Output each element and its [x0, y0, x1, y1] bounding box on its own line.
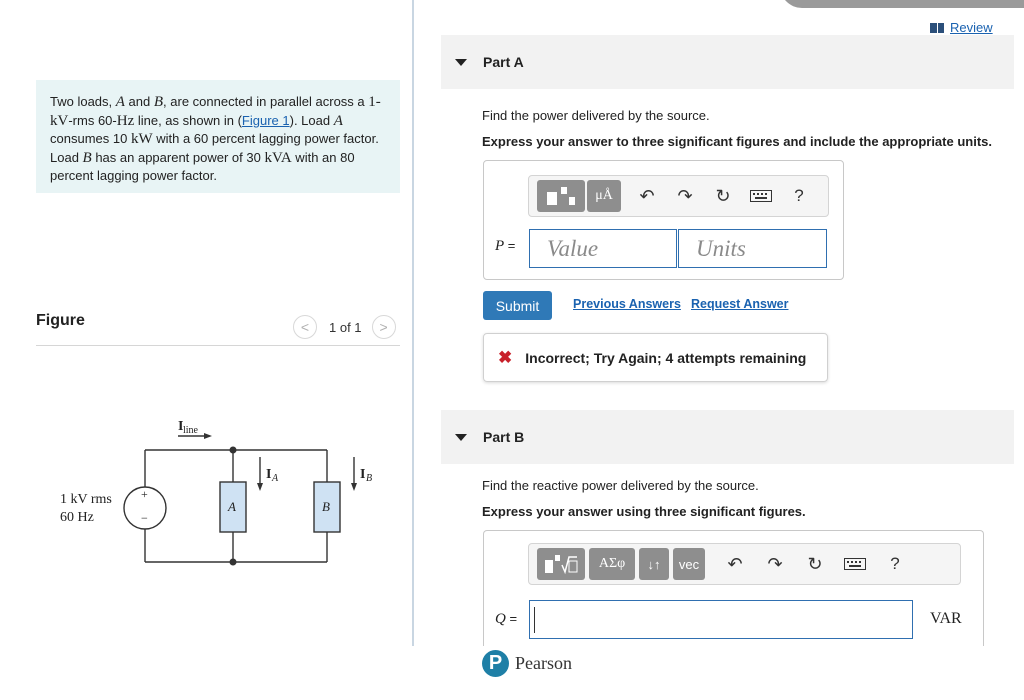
iline-label: I	[178, 419, 184, 434]
pane-divider	[412, 0, 414, 646]
iline-subscript: line	[183, 425, 198, 436]
prev-figure-button[interactable]: <	[293, 315, 317, 339]
help-button[interactable]: ?	[794, 186, 804, 205]
problem-statement: Two loads, A and B, are connected in parallel across a 1-kV-rms 60-Hz line, as shown in (Figure 1). Load A consumes 10 kW with a 60 percent lagging power factor. Load B has an apparent power of 30 kVA with an 80 percent lagging power factor.	[36, 80, 400, 193]
collapse-triangle-icon	[455, 59, 467, 66]
request-answer-link[interactable]: Request Answer	[691, 297, 789, 311]
p-variable-label: P =	[495, 238, 516, 254]
review-link[interactable]: Review	[930, 20, 993, 35]
review-icon	[930, 23, 944, 33]
circuit-diagram	[50, 410, 390, 580]
next-figure-button[interactable]: >	[372, 315, 396, 339]
part-a-question: Find the power delivered by the source.	[482, 108, 710, 123]
source-frequency-label: 60 Hz	[60, 510, 94, 525]
undo-icon[interactable]: ↶	[727, 553, 743, 574]
part-b-instruction: Express your answer using three significant figures.	[482, 504, 806, 519]
ib-label: I	[360, 467, 366, 482]
part-a-instruction: Express your answer to three significant figures and include the appropriate units.	[482, 134, 992, 149]
feedback-message: ✖ Incorrect; Try Again; 4 attempts remaining	[483, 333, 828, 382]
redo-icon[interactable]: ↷	[677, 185, 693, 206]
keyboard-icon[interactable]	[745, 180, 777, 212]
templates-icon[interactable]	[537, 180, 585, 212]
figure-link[interactable]: Figure 1	[241, 112, 290, 128]
keyboard-icon[interactable]	[839, 548, 871, 580]
reset-icon[interactable]: ↻	[807, 553, 823, 574]
help-button[interactable]: ?	[890, 554, 900, 573]
previous-answers-link[interactable]: Previous Answers	[573, 297, 681, 311]
templates-icon[interactable]	[537, 548, 585, 580]
incorrect-icon: ✖	[498, 347, 513, 367]
load-a-label: A	[228, 499, 236, 514]
pearson-logo: P Pearson	[482, 650, 572, 677]
part-b-header[interactable]: Part B	[441, 410, 1014, 464]
part-b-question: Find the reactive power delivered by the source.	[482, 478, 759, 493]
left-pane	[0, 0, 412, 700]
part-b-toolbar	[528, 543, 961, 585]
figure-pager	[293, 315, 396, 339]
units-symbol-button[interactable]: μÅ	[587, 180, 621, 212]
pearson-logo-icon: P	[482, 650, 509, 677]
undo-icon[interactable]: ↶	[639, 185, 655, 206]
ia-subscript: A	[272, 473, 279, 484]
figure-count: 1 of 1	[329, 319, 362, 335]
unit-label: VAR	[930, 610, 962, 627]
ib-subscript: B	[366, 473, 373, 484]
vector-button[interactable]: vec	[673, 548, 705, 580]
redo-icon[interactable]: ↷	[767, 553, 783, 574]
reset-icon[interactable]: ↻	[715, 185, 731, 206]
units-input[interactable]: Units	[678, 229, 827, 268]
top-bar	[780, 0, 1024, 8]
ia-label: I	[266, 467, 272, 482]
source-voltage-label: 1 kV rms	[60, 492, 112, 507]
part-a-header[interactable]: Part A	[441, 35, 1014, 89]
load-b-label: B	[322, 499, 330, 514]
subscript-superscript-button[interactable]: ↓↑	[639, 548, 669, 580]
figure-title: Figure	[36, 312, 85, 329]
text-cursor	[534, 607, 535, 633]
part-a-answer-box	[483, 160, 844, 280]
submit-button[interactable]: Submit	[483, 291, 552, 320]
q-variable-label: Q =	[495, 611, 518, 627]
value-input[interactable]: Value	[529, 229, 677, 268]
part-b-answer-box	[483, 530, 984, 646]
minus-sign: −	[141, 511, 148, 525]
plus-sign: +	[141, 487, 148, 501]
figure-divider	[36, 345, 400, 346]
greek-symbols-button[interactable]: ΑΣφ	[589, 548, 635, 580]
reactive-power-input[interactable]	[529, 600, 913, 639]
part-a-toolbar	[528, 175, 829, 217]
collapse-triangle-icon	[455, 434, 467, 441]
